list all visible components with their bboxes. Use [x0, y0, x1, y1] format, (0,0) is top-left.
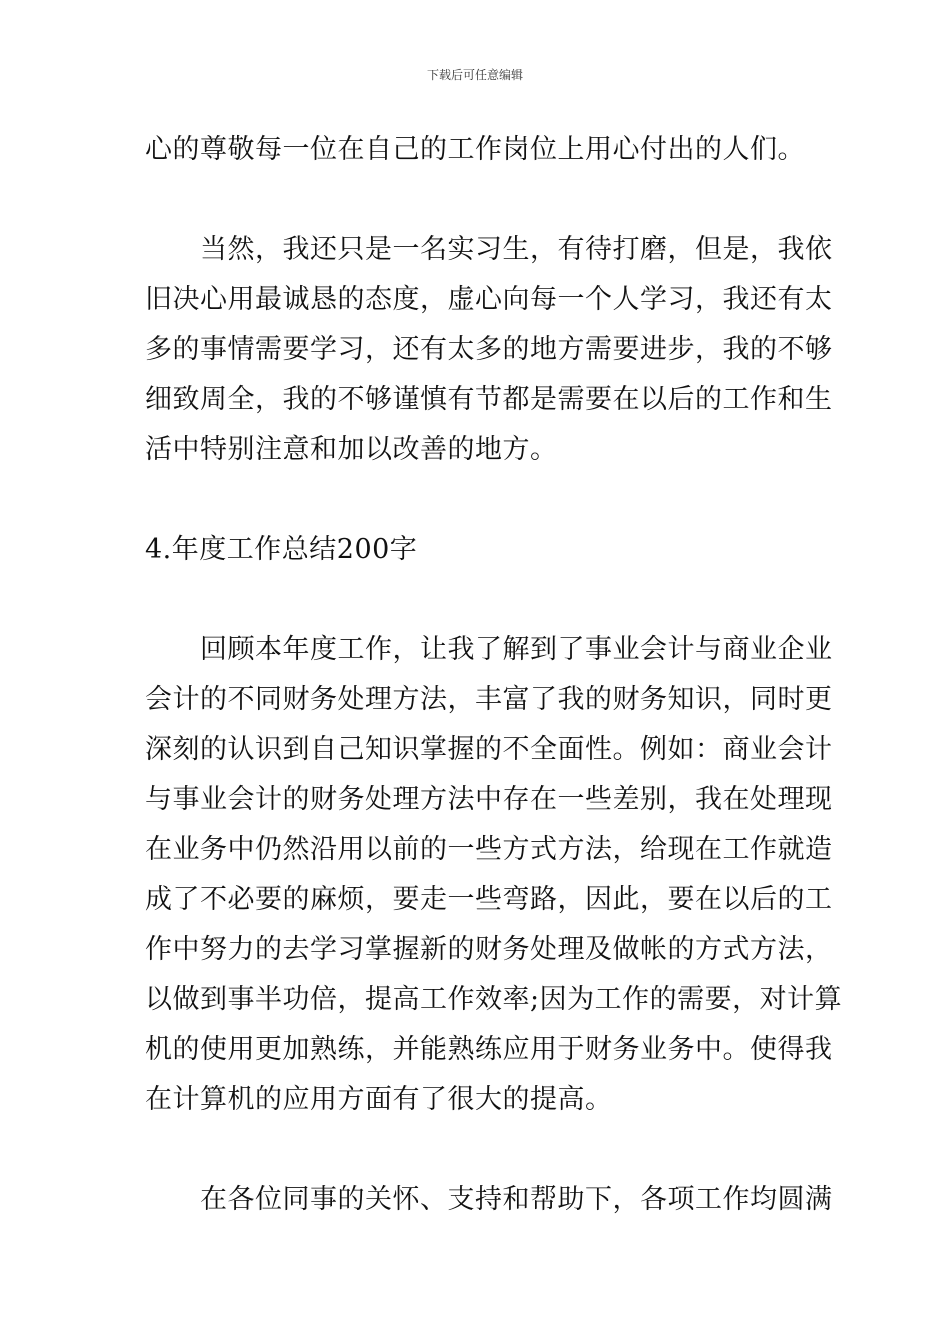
text-line: 细致周全，我的不够谨慎有节都是需要在以后的工作和生: [145, 384, 833, 415]
text-line: 在各位同事的关怀、支持和帮助下，各项工作均圆满: [145, 1184, 833, 1215]
text-line: 旧决心用最诚恳的态度，虚心向每一个人学习，我还有太: [145, 284, 833, 315]
text-line: 成了不必要的麻烦，要走一些弯路，因此，要在以后的工: [145, 884, 833, 915]
text-line: 与事业会计的财务处理方法中存在一些差别，我在处理现: [145, 784, 833, 815]
text-line: 作中努力的去学习掌握新的财务处理及做帐的方式方法，: [145, 934, 833, 965]
text-line: 多的事情需要学习，还有太多的地方需要进步，我的不够: [145, 334, 833, 365]
text-line: 心的尊敬每一位在自己的工作岗位上用心付出的人们。: [145, 134, 805, 165]
page-header-note: 下载后可任意编辑: [426, 68, 523, 82]
text-line: 在计算机的应用方面有了很大的提高。: [145, 1084, 613, 1115]
text-line: 活中特别注意和加以改善的地方。: [145, 434, 558, 465]
text-line: 当然，我还只是一名实习生，有待打磨，但是，我依: [145, 234, 833, 265]
text-line: 在业务中仍然沿用以前的一些方式方法，给现在工作就造: [145, 834, 833, 865]
text-line: 机的使用更加熟练，并能熟练应用于财务业务中。使得我: [145, 1034, 833, 1065]
section-heading: 4.年度工作总结200字: [145, 534, 418, 565]
text-line: 深刻的认识到自己知识掌握的不全面性。例如：商业会计: [145, 734, 833, 765]
text-line: 以做到事半功倍，提高工作效率;因为工作的需要，对计算: [145, 984, 843, 1015]
text-line: 会计的不同财务处理方法，丰富了我的财务知识，同时更: [145, 684, 833, 715]
text-line: 回顾本年度工作，让我了解到了事业会计与商业企业: [145, 634, 833, 665]
